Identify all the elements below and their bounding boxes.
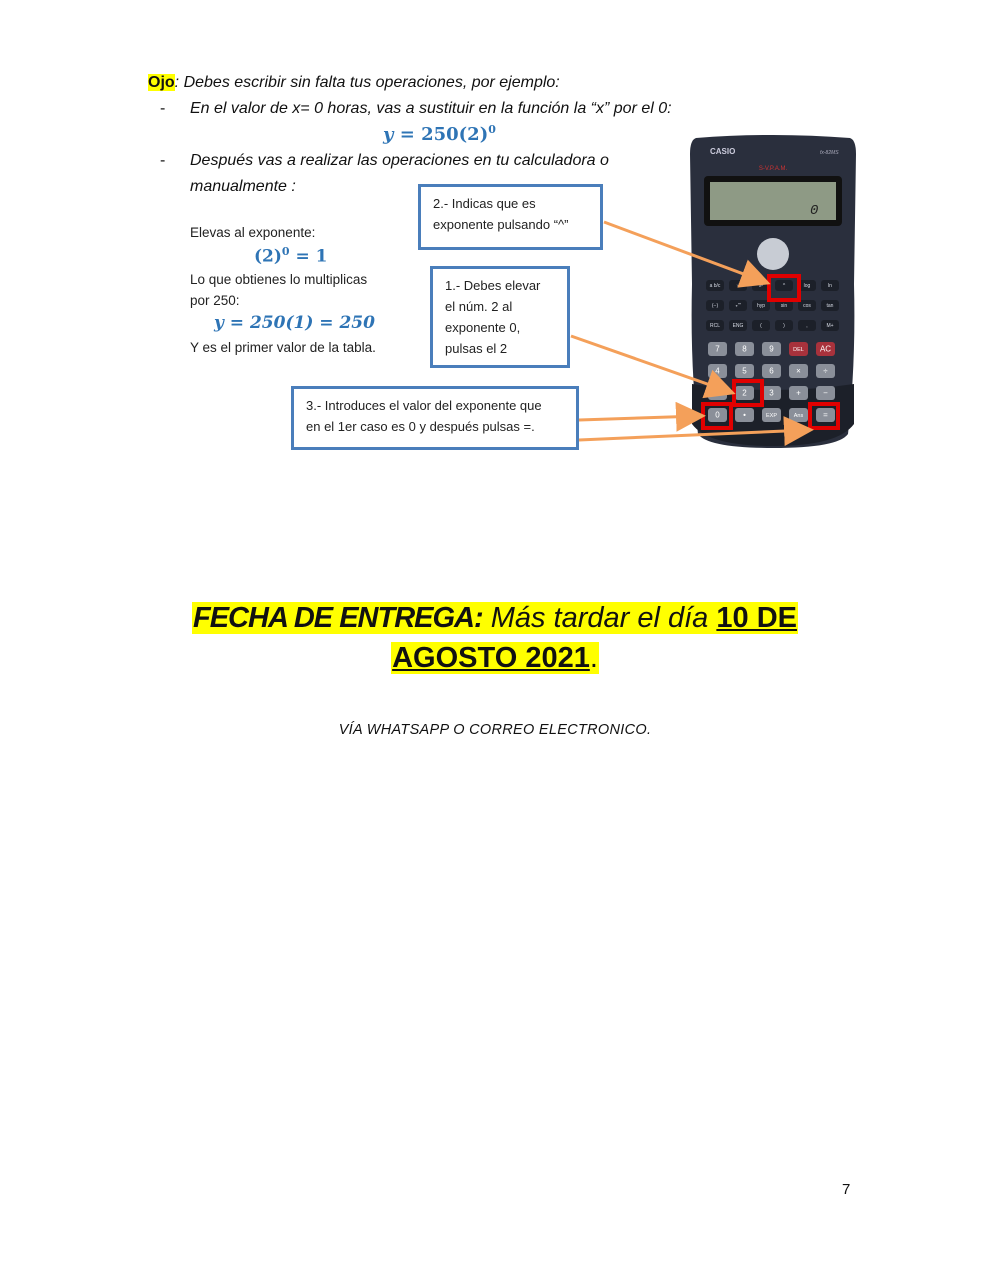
calc-key-1-1-label: 5 bbox=[742, 366, 747, 376]
calc-fn-key-0-0-label: a b/c bbox=[709, 283, 721, 290]
calc-fn-key-2-0-label: RCL bbox=[709, 323, 721, 330]
calc-fn-key-1-3-label: sin bbox=[780, 303, 788, 310]
calc-key-2-0-label: 1 bbox=[715, 388, 720, 398]
calc-tagline: S-V.P.A.M. bbox=[758, 166, 788, 172]
calc-key-3-1-label: • bbox=[743, 410, 746, 420]
step-obtienes-2: por 250: bbox=[190, 293, 240, 308]
calc-fn-key-2-5-label: M+ bbox=[826, 323, 834, 330]
calc-key-0-1-label: 8 bbox=[742, 344, 747, 354]
arrows-layer bbox=[0, 0, 990, 470]
calc-fn-key-1-5-label: tan bbox=[826, 303, 834, 310]
deadline-date-2: AGOSTO 2021 bbox=[392, 642, 590, 674]
formula-1: $y = 250(2)^0$ bbox=[383, 123, 496, 145]
formula-3: y = 250(1) = 250 bbox=[214, 313, 375, 333]
deadline-period: . bbox=[589, 642, 598, 674]
callout-1-line1: 1.- Debes elevar bbox=[445, 278, 541, 293]
callout-1-line3: exponente 0, bbox=[445, 320, 521, 335]
calc-brand: CASIO bbox=[710, 147, 736, 156]
calc-key-0-4-label: AC bbox=[819, 344, 832, 354]
step-primer: Y es el primer valor de la tabla. bbox=[190, 340, 376, 355]
calc-key-2-1-label: 2 bbox=[742, 388, 747, 398]
arrow-to-power-key bbox=[604, 222, 765, 282]
calc-display: 0 bbox=[810, 203, 819, 219]
calc-fn-key-1-2-label: hyp bbox=[756, 303, 766, 310]
calc-fn-key-0-5-label: ln bbox=[828, 283, 832, 290]
bullet-dash-2: - bbox=[160, 152, 166, 169]
calc-key-0-0-label: 7 bbox=[715, 344, 720, 354]
callout-3-line2: en el 1er caso es 0 y después pulsas =. bbox=[306, 419, 535, 434]
calc-key-0-2-label: 9 bbox=[769, 344, 774, 354]
calc-key-2-2-label: 3 bbox=[769, 388, 774, 398]
arrow-to-equals-key bbox=[579, 430, 808, 440]
bullet-1-text: En el valor de x= 0 horas, vas a sustituir en la función la “x” por el 0: bbox=[190, 100, 672, 117]
ojo-text: : Debes escribir sin falta tus operaciones, por ejemplo: bbox=[174, 74, 560, 91]
step-elevas: Elevas al exponente: bbox=[190, 225, 316, 240]
deadline-text: Más tardar el día bbox=[482, 602, 717, 634]
bullet-2-line2: manualmente : bbox=[190, 178, 296, 195]
calc-fn-key-2-3-label: ) bbox=[783, 323, 785, 330]
calc-fn-key-2-4-label: , bbox=[806, 323, 808, 330]
callout-2-line2: exponente pulsando “^” bbox=[433, 217, 569, 232]
calc-key-2-3-label: + bbox=[796, 388, 801, 398]
arrow-to-zero-key bbox=[579, 416, 700, 420]
delivery-method: VÍA WHATSAPP O CORREO ELECTRONICO. bbox=[338, 722, 652, 738]
calc-key-3-3-label: Ans bbox=[793, 412, 804, 419]
calc-key-0-3-label: DEL bbox=[793, 346, 804, 353]
deadline-date-1: 10 DE bbox=[716, 602, 797, 634]
calc-key-3-2-label: EXP bbox=[765, 412, 778, 419]
calc-fn-key-0-1-label: √ bbox=[736, 283, 740, 290]
calc-fn-key-0-4-label: log bbox=[803, 283, 811, 290]
calc-key-3-0-label: 0 bbox=[715, 410, 720, 420]
calc-fn-key-1-4-label: cos bbox=[803, 303, 811, 310]
callout-1-line2: el núm. 2 al bbox=[445, 299, 513, 314]
callout-3-line1: 3.- Introduces el valor del exponente que bbox=[306, 398, 542, 413]
step-obtienes-1: Lo que obtienes lo multiplicas bbox=[190, 272, 368, 287]
calc-fn-key-2-2-label: ( bbox=[760, 323, 762, 330]
bullet-dash-1: - bbox=[160, 100, 166, 117]
calc-fn-key-0-3-label: ^ bbox=[782, 283, 786, 290]
deadline-label: FECHA DE ENTREGA: bbox=[193, 602, 483, 634]
arrow-to-two-key bbox=[571, 336, 730, 392]
calc-key-1-0-label: 4 bbox=[715, 366, 720, 376]
calc-fn-key-1-1-label: ∘''' bbox=[735, 303, 741, 310]
calc-fn-key-0-2-label: x² bbox=[758, 283, 764, 290]
calc-fn-key-2-1-label: ENG bbox=[732, 323, 744, 330]
calc-model: fx-82MS bbox=[820, 150, 839, 156]
page-number: 7 bbox=[842, 1181, 851, 1198]
callout-2-line1: 2.- Indicas que es bbox=[433, 196, 536, 211]
ojo-label: Ojo bbox=[148, 74, 175, 91]
calc-key-1-3-label: × bbox=[796, 366, 801, 376]
calc-key-2-4-label: − bbox=[823, 388, 828, 398]
calc-fn-key-1-0-label: (−) bbox=[711, 303, 719, 310]
calc-key-3-4-label: = bbox=[823, 410, 828, 420]
deadline-line-1 bbox=[0, 602, 990, 635]
callout-1-line4: pulsas el 2 bbox=[445, 341, 508, 356]
calc-key-1-2-label: 6 bbox=[769, 366, 774, 376]
formula-2: $(2)^0 = 1$ bbox=[254, 245, 328, 267]
calc-key-1-4-label: ÷ bbox=[823, 366, 828, 376]
bullet-2-line1: Después vas a realizar las operaciones en tu calculadora o bbox=[190, 152, 609, 169]
deadline-line-2 bbox=[0, 642, 990, 675]
